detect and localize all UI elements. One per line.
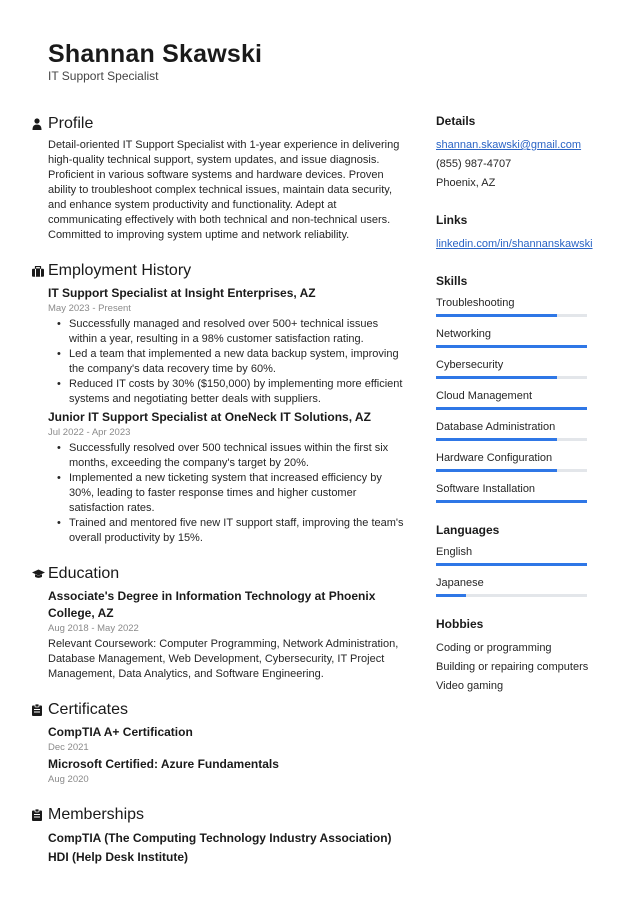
certificates-title: Certificates <box>48 701 129 718</box>
skill-label: Cybersecurity <box>436 359 504 371</box>
hobbies-section <box>436 617 612 696</box>
skill-item <box>436 482 612 503</box>
employment-section <box>32 261 404 546</box>
membership-item: HDI (Help Desk Institute) <box>48 850 189 864</box>
language-level-bar <box>436 594 587 597</box>
skill-item <box>436 420 612 441</box>
bullet-item: • Trained and mentored five new IT support staff, improving the team's overall productivity by 15%. <box>57 516 404 546</box>
job-date: May 2023 - Present <box>48 303 131 314</box>
skill-label: Software Installation <box>436 483 536 495</box>
person-icon <box>32 118 48 130</box>
skill-level-fill <box>436 314 557 317</box>
education-date: Aug 2018 - May 2022 <box>48 623 139 634</box>
skill-level-bar <box>436 469 587 472</box>
links-title: Links <box>436 213 468 227</box>
skill-level-bar <box>436 314 587 317</box>
job-bullets <box>48 441 404 546</box>
job-title: IT Support Specialist <box>48 69 159 83</box>
details-title: Details <box>436 114 476 128</box>
skill-level-bar <box>436 500 587 503</box>
job-entry <box>48 409 404 546</box>
language-label: Japanese <box>436 577 484 589</box>
links-section <box>436 213 612 254</box>
graduation-cap-icon <box>32 569 48 579</box>
phone-text: (855) 987-4707 <box>436 158 512 170</box>
skill-level-bar <box>436 407 587 410</box>
employment-title: Employment History <box>48 262 192 279</box>
memberships-section <box>32 805 404 867</box>
skills-list <box>436 296 612 503</box>
skill-level-bar <box>436 438 587 441</box>
skill-level-bar <box>436 345 587 348</box>
hobby-item: Coding or programming <box>436 642 552 654</box>
certificate-date: Dec 2021 <box>48 742 89 753</box>
bullet-item: • Reduced IT costs by 30% ($150,000) by implementing more efficient systems and negotiating better deals with suppliers. <box>57 377 404 407</box>
certificates-section <box>32 700 404 787</box>
skill-level-fill <box>436 500 587 503</box>
language-level-fill <box>436 563 587 566</box>
degree-title: Associate's Degree in Information Technology at Phoenix College, AZ <box>48 589 376 620</box>
language-item <box>436 545 612 566</box>
sidebar <box>436 114 612 716</box>
bullet-item: • Led a team that implemented a new data backup system, improving the company's data recovery time by 60%. <box>57 347 404 377</box>
profile-text: Detail-oriented IT Support Specialist with 1-year experience in delivering high-quality technical support, system updates, and issue diagnosis. Proficient in various software systems and hardware devices. Proven ability to troubleshoot complex technical issues, maintain data security, and enhance system productivity and functionality. Adept at communicating effectively with both technical and non-technical users. Committed to improving system uptime and network reliability. <box>48 139 400 241</box>
skill-item <box>436 389 612 410</box>
job-bullets <box>48 317 404 407</box>
memberships-title: Memberships <box>48 806 145 823</box>
resume-header <box>48 40 262 83</box>
education-title: Education <box>48 565 120 582</box>
job-title: IT Support Specialist at Insight Enterprises, AZ <box>48 286 316 300</box>
skill-level-fill <box>436 469 557 472</box>
main-column <box>32 114 404 885</box>
details-section <box>436 114 612 193</box>
skill-item <box>436 451 612 472</box>
education-text: Relevant Coursework: Computer Programming, Network Administration, Database Management, Web Development, Cybersecurity, IT Project Management, Data Analytics, and Software Engineering. <box>48 638 399 680</box>
skill-level-fill <box>436 438 557 441</box>
membership-item: CompTIA (The Computing Technology Industry Association) <box>48 831 392 845</box>
language-label: English <box>436 546 473 558</box>
skill-level-fill <box>436 376 557 379</box>
skills-title: Skills <box>436 274 468 288</box>
memberships-heading <box>32 805 404 825</box>
language-level-fill <box>436 594 466 597</box>
language-level-bar <box>436 563 587 566</box>
bullet-item: • Successfully resolved over 500 technical issues within the first six months, exceeding the company's target by 20%. <box>57 441 404 471</box>
briefcase-icon <box>32 266 48 277</box>
profile-title: Profile <box>48 115 94 132</box>
email-link[interactable]: shannan.skawski@gmail.com <box>436 139 582 151</box>
linkedin-link[interactable]: linkedin.com/in/shannanskawski <box>436 238 593 250</box>
certificate-name: Microsoft Certified: Azure Fundamentals <box>48 757 279 771</box>
skill-level-fill <box>436 407 587 410</box>
job-entry <box>48 285 404 407</box>
employment-heading <box>32 261 404 281</box>
skill-item <box>436 358 612 379</box>
job-date: Jul 2022 - Apr 2023 <box>48 427 131 438</box>
hobby-item: Building or repairing computers <box>436 661 589 673</box>
hobbies-title: Hobbies <box>436 617 484 631</box>
skill-item <box>436 327 612 348</box>
skill-level-bar <box>436 376 587 379</box>
skill-label: Networking <box>436 328 492 340</box>
skill-item <box>436 296 612 317</box>
skill-label: Hardware Configuration <box>436 452 553 464</box>
clipboard-icon <box>32 809 48 821</box>
languages-section <box>436 523 612 597</box>
bullet-item: • Implemented a new ticketing system that increased efficiency by 30%, leading to faster response times and higher customer satisfaction rates. <box>57 471 404 516</box>
bullet-item: • Successfully managed and resolved over 500+ technical issues within a year, resulting in a 98% customer satisfaction rating. <box>57 317 404 347</box>
profile-heading <box>32 114 404 134</box>
certificate-date: Aug 2020 <box>48 774 89 785</box>
education-section <box>32 564 404 682</box>
skill-label: Cloud Management <box>436 390 533 402</box>
certificates-heading <box>32 700 404 720</box>
languages-title: Languages <box>436 523 500 537</box>
language-item <box>436 576 612 597</box>
clipboard-icon <box>32 704 48 716</box>
profile-section <box>32 114 404 243</box>
skill-level-fill <box>436 345 587 348</box>
job-title: Junior IT Support Specialist at OneNeck IT Solutions, AZ <box>48 410 371 424</box>
location-text: Phoenix, AZ <box>436 177 496 189</box>
certificate-name: CompTIA A+ Certification <box>48 725 193 739</box>
education-heading <box>32 564 404 584</box>
skill-label: Troubleshooting <box>436 297 515 309</box>
skill-label: Database Administration <box>436 421 556 433</box>
hobby-item: Video gaming <box>436 680 504 692</box>
languages-list <box>436 545 612 597</box>
candidate-name: Shannan Skawski <box>48 40 263 68</box>
skills-section <box>436 274 612 503</box>
